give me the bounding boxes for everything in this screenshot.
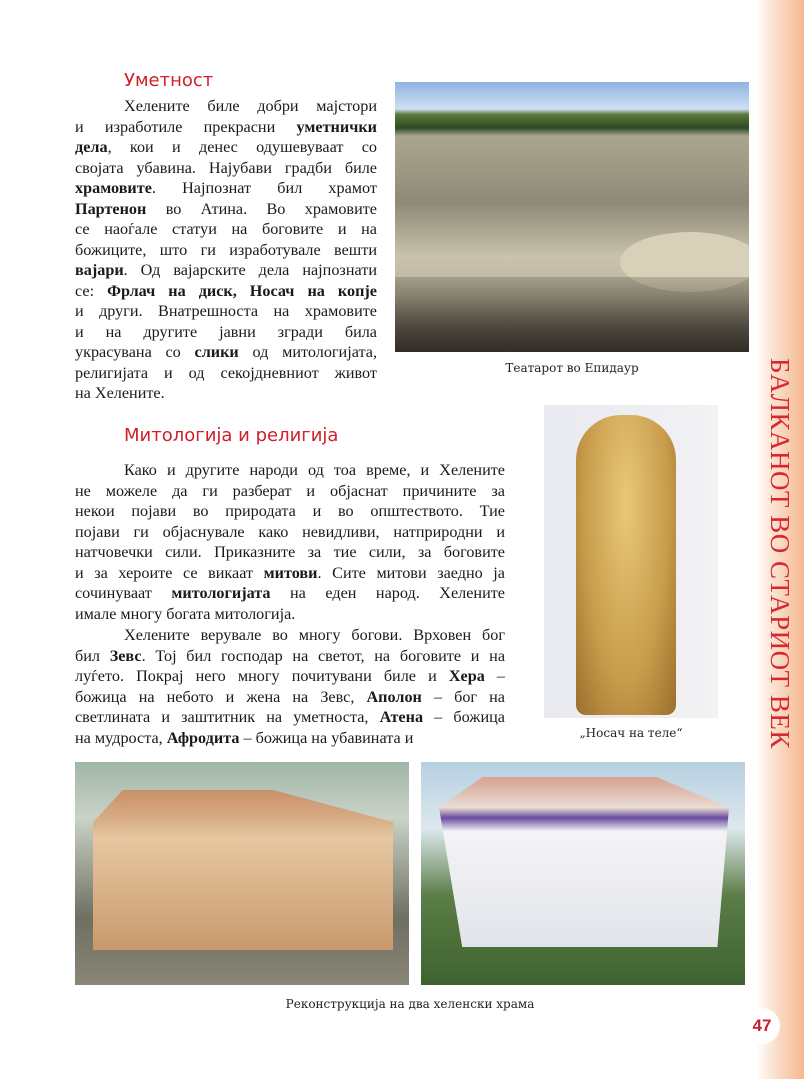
text-line xyxy=(75,199,377,220)
text-run: појави ги објаснувале како невидливи, натприродни и xyxy=(75,522,505,541)
bold-term: Хера xyxy=(448,667,485,685)
text-run: Хелените верувале во многу богови. Врховен бог xyxy=(124,626,505,644)
mythology-paragraph-1 xyxy=(75,460,505,624)
text-line xyxy=(75,342,377,363)
text-line xyxy=(75,137,377,158)
text-run: религијата и од секојдневниот живот xyxy=(75,363,377,382)
text-run: својата убавина. Најубави градби биле xyxy=(75,158,377,177)
text-run: на Хелените. xyxy=(75,384,165,402)
text-run: луѓето. Покрај него многу почитувани биле и xyxy=(75,667,449,685)
text-run: – божица на убавината и xyxy=(239,728,414,747)
text-line xyxy=(75,158,377,179)
text-run: се наоѓале статуи на боговите и на xyxy=(75,220,377,238)
text-line xyxy=(75,687,505,708)
text-run: светлината и заштитник на уметноста, xyxy=(75,708,380,726)
text-run: украсувана со xyxy=(75,343,195,361)
bold-term: Фрлач на диск, Носач на копје xyxy=(107,281,377,300)
text-line xyxy=(75,625,505,646)
text-line xyxy=(75,301,377,322)
statue-caption: „Носач на теле“ xyxy=(579,726,683,740)
text-line xyxy=(75,707,505,728)
temples-caption: Реконструкција на два хеленски храма xyxy=(285,997,535,1011)
text-line xyxy=(75,501,505,522)
text-line xyxy=(75,542,505,563)
text-line xyxy=(75,666,505,687)
text-run: – xyxy=(484,667,505,685)
text-line xyxy=(75,96,377,117)
text-line xyxy=(75,383,377,404)
bold-term: слики xyxy=(194,343,239,361)
text-line xyxy=(75,178,377,199)
text-line xyxy=(75,646,505,667)
text-line xyxy=(75,363,377,384)
text-run: . Од вајарските дела најпознати xyxy=(123,261,377,279)
temple-reconstruction-photo-1 xyxy=(75,762,409,985)
text-line xyxy=(75,219,377,240)
section-heading-art: Уметност xyxy=(124,70,214,91)
text-line xyxy=(75,260,377,281)
mythology-paragraph-2 xyxy=(75,625,505,748)
bold-term: Афродита xyxy=(166,728,240,747)
bold-term: вајари xyxy=(75,261,124,279)
theater-epidaurus-photo xyxy=(395,82,749,352)
bold-term: митологијата xyxy=(171,584,271,602)
text-run: , кои и денес одушевуваат со xyxy=(107,138,377,156)
bold-term: Зевс xyxy=(109,646,142,665)
bold-term: уметнички xyxy=(296,117,377,136)
text-line xyxy=(75,281,377,302)
calf-bearer-statue-photo xyxy=(544,405,718,718)
text-line xyxy=(75,460,505,481)
text-run: на мудроста, xyxy=(75,728,167,747)
section-heading-mythology: Митологија и религија xyxy=(124,425,339,446)
text-run: во Атина. Во храмовите xyxy=(146,199,377,218)
bold-term: Аполон xyxy=(366,687,422,706)
text-run: не можеле да ги разберат и објаснат причините за xyxy=(75,481,505,500)
bold-term: дела xyxy=(75,138,108,156)
text-run: натчовечки сили. Приказните за тие сили, за боговите xyxy=(75,543,505,561)
theater-caption: Театарот во Епидаур xyxy=(505,361,639,375)
text-line xyxy=(75,322,377,343)
text-run: – божица xyxy=(423,708,505,726)
text-run: и изработиле прекрасни xyxy=(75,117,297,136)
text-run: . Тој бил господар на светот, на боговите и на xyxy=(141,646,506,665)
bold-term: Атена xyxy=(379,708,424,726)
text-line xyxy=(75,563,505,584)
bold-term: Партенон xyxy=(75,199,147,218)
text-line xyxy=(75,240,377,261)
text-run: сочинуваат xyxy=(75,584,172,602)
text-run: бил xyxy=(75,646,110,665)
text-run: некои појави во природата и во општеството. Тие xyxy=(75,502,505,520)
text-run: Како и другите народи од тоа време, и Хелените xyxy=(124,461,505,479)
bold-term: митови xyxy=(263,563,318,582)
text-run: божица на небото и жена на Зевс, xyxy=(75,687,367,706)
text-run: од митологијата, xyxy=(238,343,377,361)
temple-reconstruction-photo-2 xyxy=(421,762,745,985)
text-run: Хелените биле добри мајстори xyxy=(124,97,377,115)
text-line xyxy=(75,728,505,749)
bold-term: храмовите xyxy=(75,179,152,197)
page-number: 47 xyxy=(744,1008,780,1044)
text-run: се: xyxy=(75,281,108,300)
text-run: имале многу богата митологија. xyxy=(75,604,296,623)
text-line xyxy=(75,117,377,138)
text-line xyxy=(75,481,505,502)
text-run: . Најпознат бил храмот xyxy=(151,179,377,197)
text-run: . Сите митови заедно ја xyxy=(317,563,505,582)
text-line xyxy=(75,522,505,543)
text-run: и за хероите се викаат xyxy=(75,563,264,582)
chapter-title: БАЛКАНОТ ВО СТАРИОТ ВЕК xyxy=(765,358,795,749)
text-line xyxy=(75,604,505,625)
text-run: – бог на xyxy=(421,687,505,706)
text-run: на еден народ. Хелените xyxy=(270,584,505,602)
text-run: и други. Внатрешноста на храмовите xyxy=(75,302,377,320)
text-run: и на другите јавни згради била xyxy=(75,322,377,341)
art-paragraph xyxy=(75,96,377,404)
text-run: божиците, што ги изработувале вешти xyxy=(75,240,377,259)
text-line xyxy=(75,583,505,604)
